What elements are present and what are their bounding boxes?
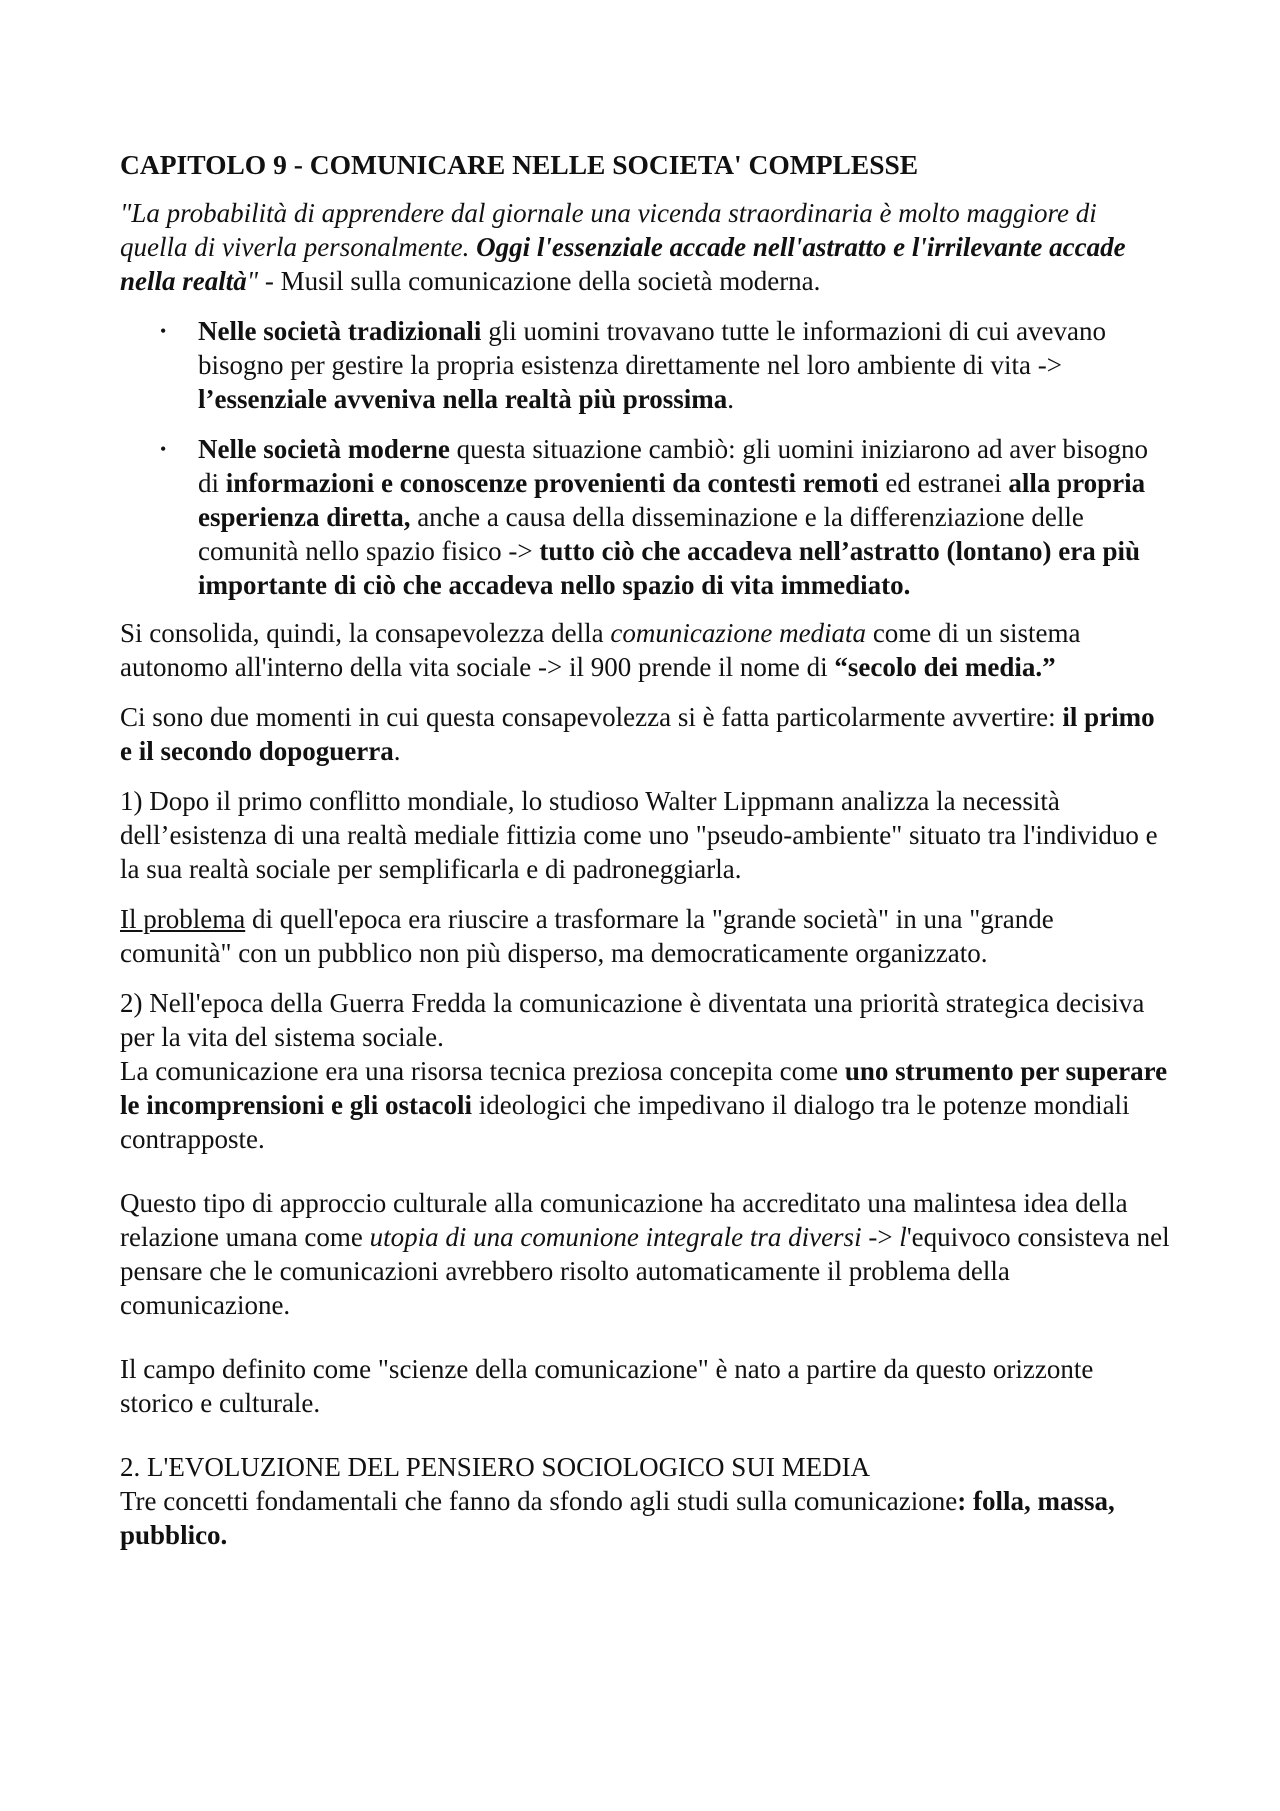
bullet-bold-text: alla propria esperienza diretta, bbox=[198, 468, 1146, 532]
text-run: Si consolida, quindi, la consapevolezza della bbox=[120, 618, 611, 648]
bullet-dot-icon: • bbox=[160, 321, 167, 341]
italic-run: comunicazione mediata bbox=[610, 618, 867, 648]
text-run: 2) Nell'epoca della Guerra Fredda la comunicazione è diventata una priorità strategica decisiva per la vita del sistema sociale. bbox=[120, 988, 1145, 1052]
bullet-bold-text: informazioni e conoscenze provenienti da contesti remoti bbox=[225, 468, 879, 498]
bullet-text: gli uomini trovavano tutte le informazioni di cui avevano bisogno per gestire la propria esistenza direttamente nel loro ambiente di vita -> bbox=[198, 316, 1107, 380]
bullet-end: . bbox=[727, 384, 734, 414]
bullet-text: ed estranei bbox=[878, 468, 1009, 498]
text-run: Questo tipo di approccio culturale alla comunicazione ha accreditato una malintesa idea della relazione umana come bbox=[120, 1188, 1128, 1252]
paragraph-approach bbox=[120, 1186, 1170, 1322]
chapter-title: CAPITOLO 9 - COMUNICARE NELLE SOCIETA' COMPLESSE bbox=[120, 149, 919, 180]
text-run: -> bbox=[861, 1222, 900, 1252]
section-heading: 2. L'EVOLUZIONE DEL PENSIERO SOCIOLOGICO SUI MEDIA bbox=[120, 1452, 871, 1482]
quote-italic-text: "La probabilità di apprendere dal giornale una vicenda straordinaria è molto maggiore di quella di viverla personalmente. bbox=[120, 198, 1097, 262]
underlined-run: Il problema bbox=[120, 904, 246, 934]
text-run: . bbox=[393, 736, 401, 766]
bold-run: : folla, massa, pubblico. bbox=[120, 1486, 1115, 1550]
italic-run: l bbox=[899, 1222, 907, 1252]
quote-attribution: - Musil sulla comunicazione della società moderna. bbox=[258, 266, 821, 296]
bullet-lead: Nelle società tradizionali bbox=[198, 316, 482, 346]
societies-bullet-list bbox=[120, 314, 1170, 602]
text-run: 'equivoco consisteva nel pensare che le comunicazioni avrebbero risolto automaticamente il problema della comunicazione. bbox=[120, 1222, 1170, 1320]
musil-quote bbox=[120, 196, 1170, 298]
bullet-lead: Nelle società moderne bbox=[198, 434, 450, 464]
text-run: come di un sistema autonomo all'interno della vita sociale -> il 900 prende il nome di bbox=[120, 618, 1081, 682]
bullet-text: questa situazione cambiò: gli uomini iniziarono ad aver bisogno di bbox=[198, 434, 1149, 498]
bullet-dot-icon: • bbox=[160, 439, 167, 459]
bullet-item-modern bbox=[120, 432, 1170, 602]
section-2 bbox=[120, 1450, 1170, 1552]
text-run: di quell'epoca era riuscire a trasformare la "grande società" in una "grande comunità" con un pubblico non più disperso, ma democraticamente organizzato. bbox=[120, 904, 1054, 968]
bold-run: uno strumento per superare le incomprensioni e gli ostacoli bbox=[120, 1056, 1168, 1120]
bold-run: “secolo dei media.” bbox=[834, 652, 1056, 682]
bullet-item-traditional bbox=[120, 314, 1170, 416]
text-run: ideologici che impedivano il dialogo tra le potenze mondiali contrapposte. bbox=[120, 1090, 1130, 1154]
quote-bold-italic-text: Oggi l'essenziale accade nell'astratto e l'irrilevante accade nella realtà bbox=[120, 232, 1126, 296]
bullet-bold-text: tutto ciò che accadeva nell’astratto (lontano) era più importante di ciò che accadeva nello spazio di vita immediato. bbox=[198, 536, 1141, 600]
text-run: Tre concetti fondamentali che fanno da sfondo agli studi sulla comunicazione bbox=[120, 1486, 958, 1516]
paragraph-problem bbox=[120, 902, 1170, 970]
paragraph-field: Il campo definito come "scienze della comunicazione" è nato a partire da questo orizzonte storico e culturale. bbox=[120, 1354, 1094, 1418]
italic-run: utopia di una comunione integrale tra diversi bbox=[369, 1222, 862, 1252]
quote-closing-mark: " bbox=[246, 266, 259, 296]
bullet-text: anche a causa della disseminazione e la differenziazione delle comunità nello spazio fisico -> bbox=[198, 502, 1084, 566]
text-run: La comunicazione era una risorsa tecnica preziosa concepita come bbox=[120, 1056, 845, 1086]
paragraph-cold-war bbox=[120, 986, 1170, 1156]
bold-run: il primo e il secondo dopoguerra bbox=[120, 702, 1155, 766]
document-page bbox=[120, 148, 1170, 1568]
bullet-bold-text: l’essenziale avveniva nella realtà più prossima bbox=[198, 384, 728, 414]
paragraph-lippmann: 1) Dopo il primo conflitto mondiale, lo studioso Walter Lippmann analizza la necessità dell’esistenza di una realtà mediale fittizia come uno "pseudo-ambiente" situato tra l'individuo e la sua realtà sociale per semplificarla e di padroneggiarla. bbox=[120, 786, 1158, 884]
paragraph-two-moments bbox=[120, 700, 1170, 768]
text-run: Ci sono due momenti in cui questa consapevolezza si è fatta particolarmente avvertire: bbox=[120, 702, 1063, 732]
paragraph-media-century bbox=[120, 616, 1170, 684]
